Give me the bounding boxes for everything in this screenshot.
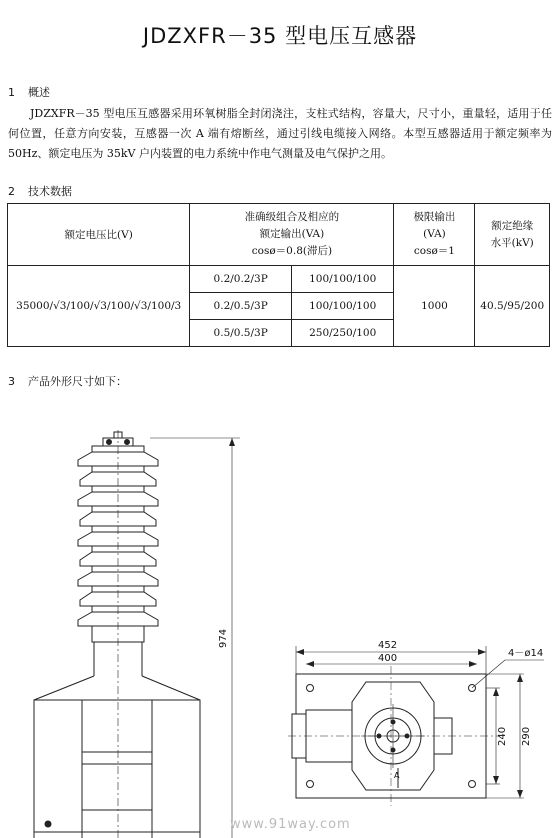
cell-rated-output: 100/100/100 [291,266,394,293]
header-insulation-level: 额定绝缘 水平(kV) [475,204,550,266]
header-limit-output: 极限输出 (VA) cosø＝1 [394,204,475,266]
dim-height-label: 974 [218,628,229,648]
watermark: www.91way.com [230,817,351,832]
cell-accuracy-class: 0.5/0.5/3P [190,320,292,347]
front-view [34,430,240,838]
section-2-heading: 2 技术数据 [8,185,72,198]
plan-view [288,646,544,806]
cell-insulation-level: 40.5/95/200 [475,266,550,347]
dim-holes-label: 4－ø14 [508,648,544,659]
dim-290-label: 290 [521,726,532,746]
cell-voltage-ratio: 35000/√3/100/√3/100/√3/100/3 [8,266,190,347]
section-1-heading: 1 概述 [8,86,50,99]
overview-paragraph: JDZXFR－35 型电压互感器采用环氧树脂全封闭浇注，支柱式结构，容量大，尺寸小，重量轻，适用于任何位置，任意方向安装，互感器一次 A 端有熔断丝，通过引线电缆接入网络。本型互感器适用于额定频率为 50Hz、额定电压为 35kV 户内装置的电力系统中作电气测量及电气保护之用。 [8,107,552,160]
cell-rated-output: 250/250/100 [291,320,394,347]
technical-data-table [7,203,550,347]
header-rated-voltage-ratio: 额定电压比(V) [8,204,190,266]
terminal-a-mark: A [394,771,400,780]
dim-452-label: 452 [378,640,398,651]
cell-accuracy-class: 0.2/0.5/3P [190,293,292,320]
cell-rated-output: 100/100/100 [291,293,394,320]
dim-240-label: 240 [497,726,508,746]
cell-limit-output: 1000 [394,266,475,347]
outline-dimension-drawing [0,400,560,838]
header-accuracy-output: 准确级组合及相应的 额定输出(VA) cosø＝0.8(滞后) [190,204,394,266]
cell-accuracy-class: 0.2/0.2/3P [190,266,292,293]
dim-400-label: 400 [378,653,398,664]
section-3-heading: 3 产品外形尺寸如下： [8,375,127,388]
document-title: JDZXFR－35 型电压互感器 [142,24,418,48]
